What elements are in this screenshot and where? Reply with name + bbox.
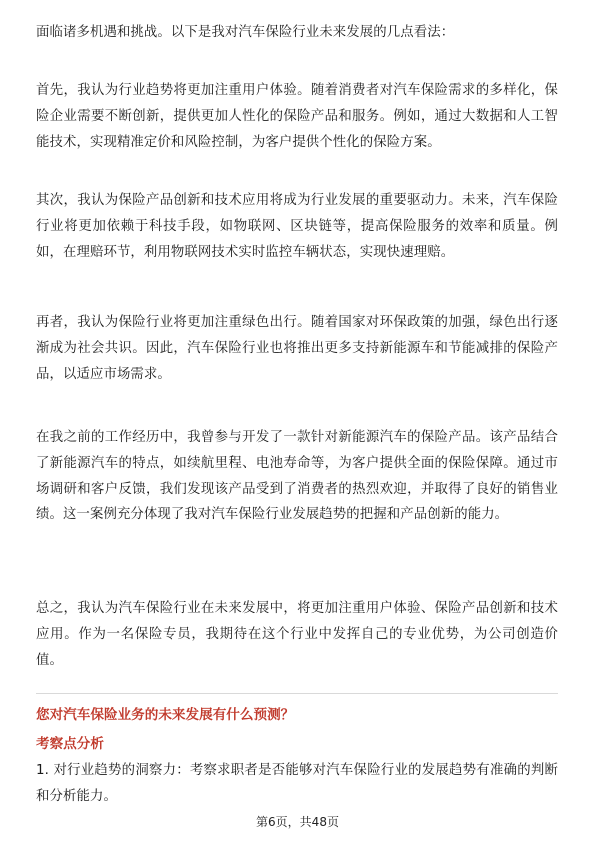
analysis-heading: 考察点分析	[36, 736, 104, 752]
question-heading: 您对汽车保险业务的未来发展有什么预测？	[36, 707, 295, 723]
paragraph-work-experience: 在我之前的工作经历中，我曾参与开发了一款针对新能源汽车的保险产品。该产品结合了新能源汽车的特点，如续航里程、电池寿命等，为客户提供全面的保险保障。通过市场调研和客户反馈，我们发现该产品受到了消费者的热烈欢迎，并取得了良好的销售业绩。这一案例充分体现了我对汽车保险行业发展趋势的把握和产品创新的能力。	[36, 430, 558, 523]
paragraph-green-travel: 再者，我认为保险行业将更加注重绿色出行。随着国家对环保政策的加强，绿色出行逐渐成为社会共识。因此，汽车保险行业也将推出更多支持新能源车和节能减排的保险产品，以适应市场需求。	[36, 315, 558, 382]
section-divider	[36, 693, 558, 694]
paragraph-user-experience: 首先，我认为行业趋势将更加注重用户体验。随着消费者对汽车保险需求的多样化，保险企业需要不断创新，提供更加人性化的保险产品和服务。例如，通过大数据和人工智能技术，实现精准定价和风险控制，为客户提供个性化的保险方案。	[36, 83, 558, 150]
intro-paragraph: 面临诸多机遇和挑战。以下是我对汽车保险行业未来发展的几点看法：	[36, 25, 455, 40]
analysis-item-1: 1. 对行业趋势的洞察力：考察求职者是否能够对汽车保险行业的发展趋势有准确的判断和分析能力。	[36, 763, 558, 804]
paragraph-conclusion: 总之，我认为汽车保险行业在未来发展中，将更加注重用户体验、保险产品创新和技术应用。作为一名保险专员，我期待在这个行业中发挥自己的专业优势，为公司创造价值。	[36, 601, 558, 668]
page-footer: 第6页，共48页	[256, 815, 339, 829]
paragraph-innovation-technology: 其次，我认为保险产品创新和技术应用将成为行业发展的重要驱动力。未来，汽车保险行业将更加依赖于科技手段，如物联网、区块链等，提高保险服务的效率和质量。例如，在理赔环节，利用物联网技术实时监控车辆状态，实现快速理赔。	[36, 193, 558, 260]
